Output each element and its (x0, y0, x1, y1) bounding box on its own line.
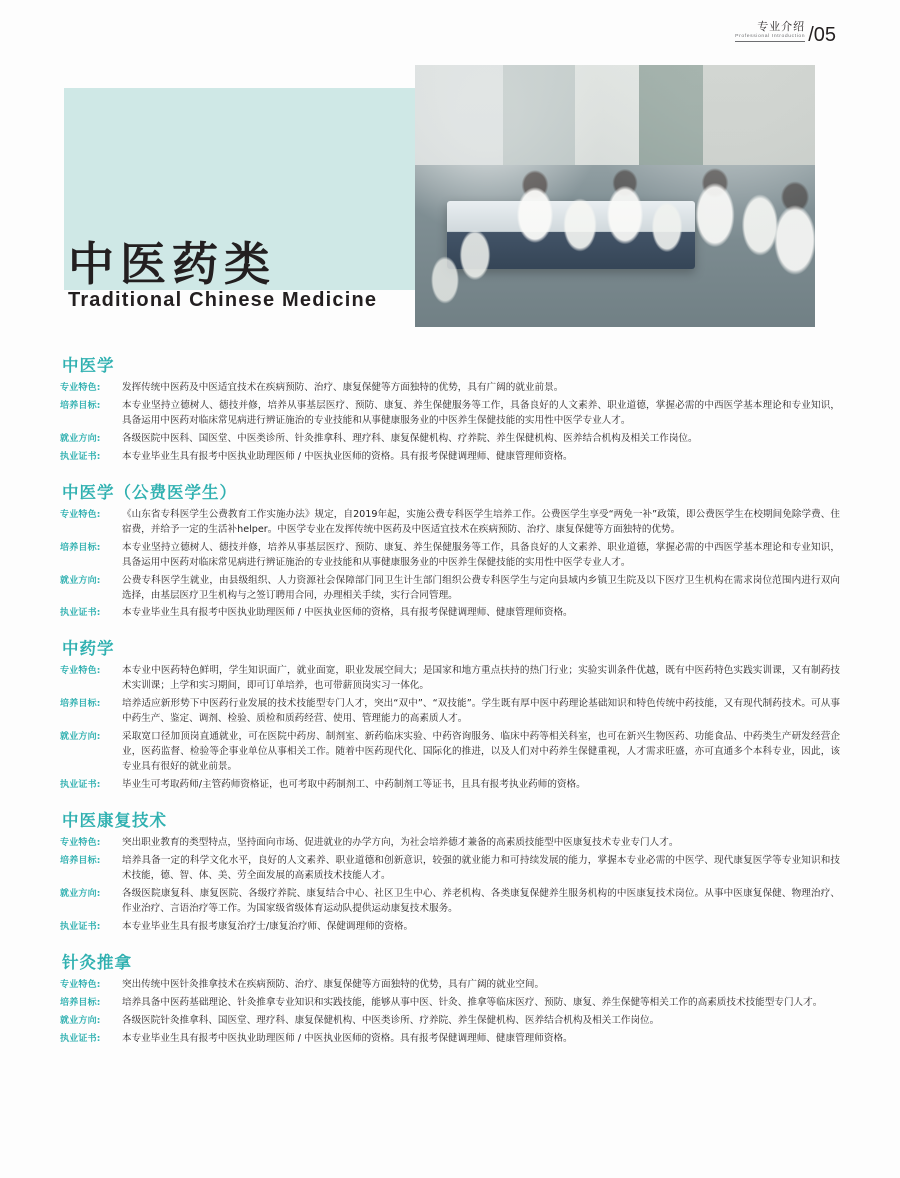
program-row-certificates (60, 450, 840, 465)
program-row-employment (60, 730, 840, 775)
program-row-features (60, 978, 840, 993)
row-text-employment: 各级医院中医科、国医堂、中医类诊所、针灸推拿科、理疗科、康复保健机构、疗养院、养生保健机构、医养结合机构及相关工作岗位。 (122, 432, 698, 444)
page-number: /05 (808, 24, 836, 46)
program-row-employment (60, 887, 840, 917)
row-label-certificates: 执业证书: (60, 451, 101, 462)
row-label-goals: 培养目标: (60, 997, 101, 1008)
program-title: 中医康复技术 (62, 811, 167, 831)
program-row-goals (60, 996, 840, 1011)
program-list (60, 352, 840, 1061)
row-text-features: 发挥传统中医药及中医适宜技术在疾病预防、治疗、康复保健等方面独特的优势，具有广阔的就业前景。 (122, 382, 564, 393)
hero-title-en: Traditional Chinese Medicine (68, 289, 378, 311)
row-text-features: 突出职业教育的类型特点，坚持面向市场、促进就业的办学方向，为社会培养德才兼备的高素质技能型中医康复技术专业专门人才。 (122, 837, 679, 849)
program-title: 中医学 (62, 356, 115, 375)
program-section (60, 635, 840, 793)
section-title-cn: 专业介绍 (757, 21, 806, 34)
row-label-certificates: 执业证书: (60, 1033, 101, 1044)
program-title: 中药学 (62, 639, 115, 659)
row-label-employment: 就业方向: (60, 575, 101, 586)
row-text-employment: 各级医院康复科、康复医院、各级疗养院、康复结合中心、社区卫生中心、养老机构、各类康复保健养生服务机构的中医康复技术岗位。从事中医康复保健、物理治疗、作业治疗、言语治疗等工作。为国家级省级体育运动队提供运动康复技术服务。 (122, 887, 840, 914)
row-label-goals: 培养目标: (60, 856, 101, 867)
row-label-features: 专业特色: (60, 666, 101, 677)
row-label-features: 专业特色: (60, 383, 101, 393)
row-text-goals: 培养适应新形势下中医药行业发展的技术技能型专门人才，突出“双中”、“双技能”。学生既有厚中医中药理论基础知识和特色传统中药技能，又有现代制药技术。可从事中药生产、鉴定、调剂、检验、质检和质药经营、使用、管理能力的高素质人才。 (122, 698, 840, 725)
row-label-employment: 就业方向: (60, 1015, 101, 1026)
section-label (735, 22, 805, 42)
program-section (60, 479, 840, 622)
program-row-certificates (60, 1032, 840, 1047)
program-row-certificates (60, 606, 840, 621)
program-title: 中医学（公费医学生） (62, 482, 237, 502)
row-label-goals: 培养目标: (60, 699, 101, 710)
hero-title-cn: 中医药类 (68, 237, 276, 291)
row-text-certificates: 本专业毕业生具有报考中医执业助理医师 / 中医执业医师的资格。具有报考保健调理师、健康管理师资格。 (122, 450, 573, 462)
row-text-employment: 采取宽口径加顶岗直通就业，可在医院中药房、制剂室、新药临床实验、中药咨询服务、临床中药等相关科室，也可在新兴生物医药、功能食品、中药类生产研发经营企业，医药监督、检验等企事业单位从事相关工作。随着中医药现代化、国际化的推进，以及人们对中药养生保健重视，人才需求旺盛，亦可直通多个本科专业，因此，该专业具有很好的就业前景。 (122, 731, 840, 773)
page-header (735, 21, 836, 46)
row-text-employment: 各级医院针灸推拿科、国医堂、理疗科、康复保健机构、中医类诊所、疗养院、养生保健机构、医养结合机构及相关工作岗位。 (122, 1014, 660, 1026)
program-row-employment (60, 574, 840, 604)
program-row-features (60, 664, 840, 694)
program-row-goals (60, 697, 840, 727)
row-label-certificates: 执业证书: (60, 921, 101, 932)
row-text-features: 本专业中医药特色鲜明，学生知识面广，就业面宽，职业发展空间大；是国家和地方重点扶持的热门行业；实验实训条件优越，既有中医药特色实践实训课，又有制药技术实训课；上学和实习期间，即可订单培养，也可带薪顶岗实习一体化。 (122, 665, 840, 692)
program-row-goals (60, 541, 840, 571)
program-section (60, 807, 840, 935)
program-row-employment (60, 432, 840, 447)
program-title: 针灸推拿 (62, 952, 132, 972)
row-text-certificates: 本专业毕业生具有报考康复治疗士/康复治疗师、保健调理师的资格。 (122, 920, 414, 932)
row-label-features: 专业特色: (60, 509, 101, 520)
row-label-employment: 就业方向: (60, 732, 101, 743)
program-section (60, 949, 840, 1047)
row-label-goals: 培养目标: (60, 400, 101, 411)
row-label-goals: 培养目标: (60, 542, 101, 553)
program-section (60, 352, 840, 465)
row-text-certificates: 本专业毕业生具有报考中医执业助理医师 / 中医执业医师的资格。具有报考保健调理师、健康管理师资格。 (122, 1032, 573, 1044)
program-row-features (60, 836, 840, 851)
row-text-certificates: 本专业毕业生具有报考中医执业助理医师 / 中医执业医师的资格，具有报考保健调理师、健康管理师资格。 (122, 607, 573, 619)
row-label-employment: 就业方向: (60, 433, 101, 444)
program-row-goals (60, 854, 840, 884)
program-row-features (60, 381, 840, 396)
program-row-certificates (60, 778, 840, 793)
hero-photo (415, 65, 815, 327)
row-text-employment: 公费专科医学生就业，由县级组织、人力资源社会保障部门同卫生计生部门组织公费专科医学生与定向县域内乡镇卫生院及以下医疗卫生机构在需求岗位范围内进行双向选择，由基层医疗卫生机构与之签订聘用合同，办理相关手续，实行合同管理。 (122, 574, 840, 601)
row-label-certificates: 执业证书: (60, 608, 101, 619)
row-text-features: 突出传统中医针灸推拿技术在疾病预防、治疗、康复保健等方面独特的优势，具有广阔的就业空间。 (122, 978, 545, 990)
program-row-employment (60, 1014, 840, 1029)
row-text-features: 《山东省专科医学生公费教育工作实施办法》规定，自2019年起，实施公费专科医学生培养工作。公费医学生享受“两免一补”政策，即公费医学生在校期间免除学费、住宿费，并给予一定的生活补helper。中医学专业在发挥传统中医药及中医适宜技术在疾病预防、治疗、康复保健等方面独特的优势。 (122, 508, 840, 535)
row-label-features: 专业特色: (60, 838, 101, 849)
row-label-features: 专业特色: (60, 979, 101, 990)
row-text-goals: 本专业坚持立德树人、德技并修，培养从事基层医疗、预防、康复、养生保健服务等工作，具备良好的人文素养、职业道德，掌握必需的中西医学基本理论和专业知识，具备运用中医药对临床常见病进行辨证施治的专业技能和从事健康服务业的中医养生保健技能的实用性中医学专业人才。 (122, 541, 840, 568)
row-label-employment: 就业方向: (60, 888, 101, 899)
program-row-goals (60, 399, 840, 429)
row-text-goals: 本专业坚持立德树人、德技并修，培养从事基层医疗、预防、康复、养生保健服务等工作，具备良好的人文素养、职业道德，掌握必需的中西医学基本理论和专业知识，具备运用中医药对临床常见病进行辨证施治的专业技能和从事健康服务业的中医养生保健技能的实用性中医学专业人才。 (122, 399, 840, 426)
row-text-goals: 培养具备一定的科学文化水平，良好的人文素养、职业道德和创新意识，较强的就业能力和可持续发展的能力，掌握本专业必需的中医学、现代康复医学等专业知识和技术技能，德、智、体、美、劳全面发展的高素质技术技能人才。 (122, 855, 840, 881)
row-text-certificates: 毕业生可考取药师/主管药师资格证，也可考取中药制剂工、中药制剂工等证书，且具有报考执业药师的资格。 (122, 779, 586, 791)
section-title-en: Professional Introduction (735, 32, 806, 39)
program-row-features (60, 508, 840, 538)
row-text-goals: 培养具备中医药基础理论、针灸推拿专业知识和实践技能，能够从事中医、针灸、推拿等临床医疗、预防、康复、养生保健等相关工作的高素质技术技能型专门人才。 (122, 996, 823, 1008)
row-label-certificates: 执业证书: (60, 780, 101, 791)
program-row-certificates (60, 920, 840, 935)
photo-students (415, 65, 815, 327)
